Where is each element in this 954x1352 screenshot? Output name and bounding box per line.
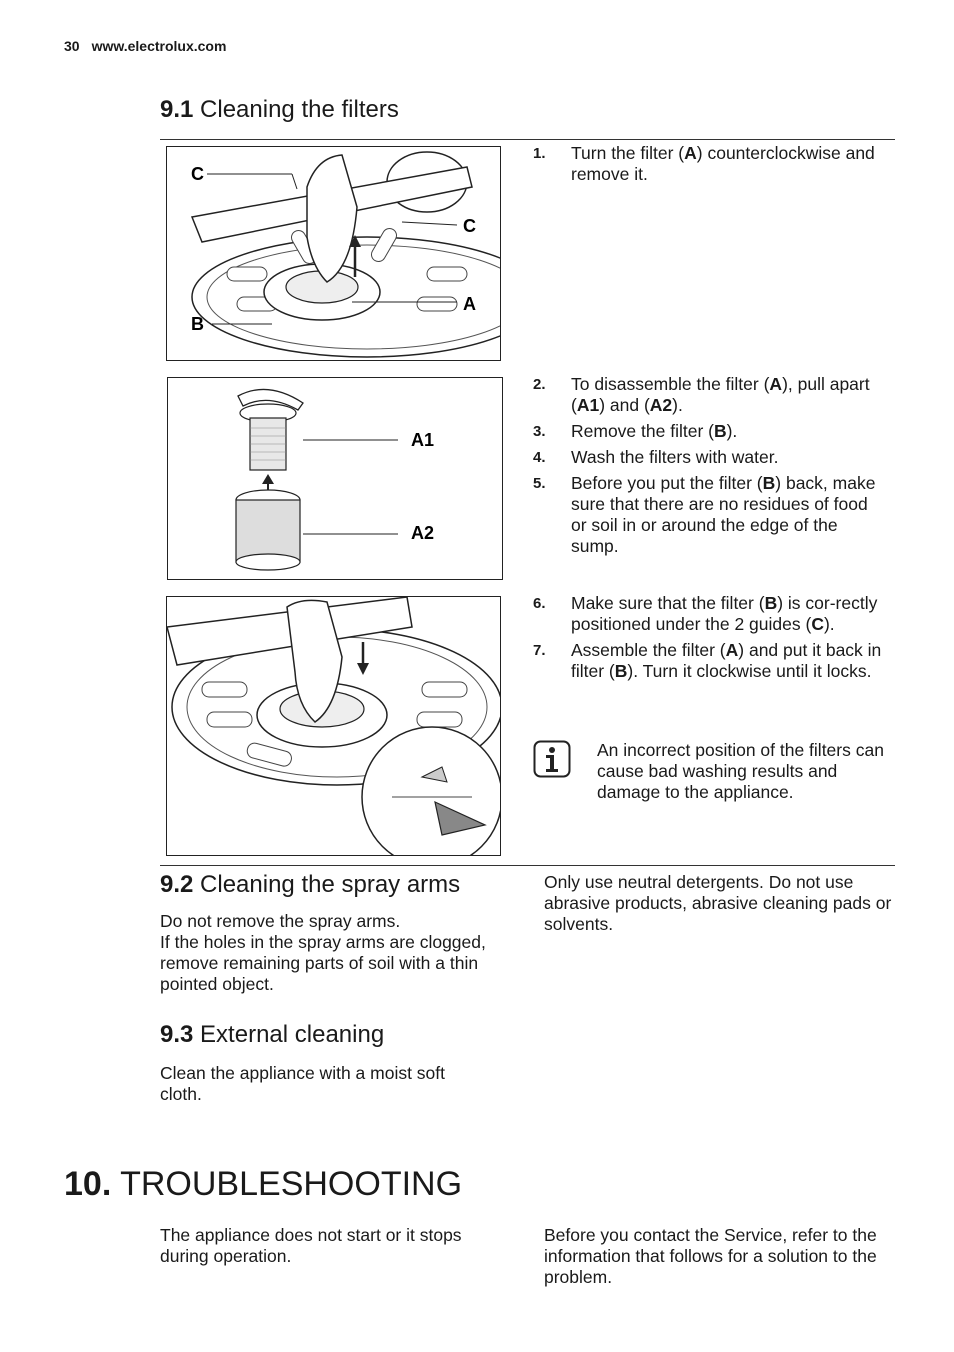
step-number: 2. [533, 376, 546, 393]
filter-removal-illustration [167, 147, 500, 360]
step-text: Remove the filter ( [571, 421, 714, 441]
section-9-3-heading [160, 1021, 384, 1049]
figure-remove-filter [166, 146, 501, 361]
step-text: ). Turn it clockwise until it locks. [627, 661, 872, 681]
label-b: B [191, 314, 204, 334]
step-text: ), pull apart ( [571, 374, 870, 415]
section-title: Cleaning the filters [200, 96, 399, 123]
step-text: ) is cor-rectly positioned under the 2 guides ( [571, 593, 878, 634]
label-c-left: C [191, 164, 204, 184]
step-number: 5. [533, 475, 546, 492]
step-text: ) and put it back in filter ( [571, 640, 882, 681]
step-item [533, 640, 885, 682]
filter-assembly-illustration [167, 597, 500, 855]
step-text: Make sure that the filter ( [571, 593, 765, 613]
chapter-title: TROUBLESHOOTING [120, 1165, 463, 1203]
section-9-2-body [160, 911, 515, 995]
step-ref: A [725, 640, 739, 660]
step-text-a: Turn the filter ( [571, 143, 685, 163]
label-c-right: C [463, 216, 476, 236]
step-text: To disassemble the filter ( [571, 374, 770, 394]
step-ref: A [769, 374, 783, 394]
step-number: 3. [533, 423, 546, 440]
step-ref: B [614, 661, 628, 681]
section-number: 9.2 [160, 871, 194, 898]
step-ref: C [811, 614, 824, 634]
steps-group-2 [533, 374, 885, 562]
section-9-2-heading [160, 871, 460, 899]
label-a2: A2 [411, 523, 435, 543]
step-ref: A [684, 143, 697, 163]
step-item [533, 447, 885, 468]
detergent-note: Only use neutral detergents. Do not use abrasive products, abrasive cleaning pads or solvents. [544, 872, 892, 934]
step-text: ). [726, 421, 738, 441]
chapter-10-heading [64, 1165, 462, 1204]
step-item [533, 421, 885, 442]
section-number: 9.3 [160, 1021, 194, 1048]
step-text: Wash the filters with water. [571, 447, 779, 467]
note-text: An incorrect position of the filters can cause bad washing results and damage to the appliance. [597, 740, 884, 802]
step-text: ). [823, 614, 835, 634]
filter-parts-illustration [168, 378, 502, 579]
label-a: A [463, 294, 476, 314]
step-ref: B [764, 593, 778, 613]
troubleshooting-intro-left: The appliance does not start or it stops during operation. [160, 1225, 462, 1266]
step-item [533, 374, 885, 416]
step-number: 7. [533, 642, 546, 659]
page-number: 30 [64, 38, 80, 54]
figure-disassemble-filter [167, 377, 503, 580]
step-text: ) back, make sure that there are no residues of food or soil in or around the edge of the sump. [571, 473, 876, 556]
label-a1: A1 [411, 430, 435, 450]
steps-group-1 [533, 143, 885, 190]
step-number: 4. [533, 449, 546, 466]
section-title: Cleaning the spray arms [200, 871, 461, 898]
step-text: ) and ( [599, 395, 650, 415]
paragraph: Do not remove the spray arms. [160, 911, 401, 931]
steps-group-3 [533, 593, 885, 687]
step-text: Before you put the filter ( [571, 473, 763, 493]
step-ref: B [713, 421, 727, 441]
step-text: Assemble the filter ( [571, 640, 726, 660]
website-link[interactable]: www.electrolux.com [91, 38, 227, 54]
step-number: 1. [533, 145, 546, 162]
step-ref: A1 [576, 395, 600, 415]
section-number: 9.1 [160, 96, 194, 123]
section-divider [160, 865, 895, 866]
step-item [533, 473, 885, 557]
paragraph: If the holes in the spray arms are clogged, remove remaining parts of soil with a thin pointed object. [160, 932, 486, 994]
info-icon [533, 740, 571, 778]
page-header [64, 38, 226, 54]
step-ref: B [762, 473, 776, 493]
step-item [533, 593, 885, 635]
section-9-3-body: Clean the appliance with a moist soft cloth. [160, 1063, 446, 1104]
section-9-1-heading [160, 96, 399, 124]
step-text-b: ) counterclockwise and remove it. [571, 143, 875, 184]
section-title: External cleaning [200, 1021, 385, 1048]
figure-assemble-filter [166, 596, 501, 856]
chapter-number: 10. [64, 1165, 112, 1203]
section-divider [160, 139, 895, 140]
step-number: 6. [533, 595, 546, 612]
troubleshooting-intro-right: Before you contact the Service, refer to the information that follows for a solution to the problem. [544, 1225, 877, 1287]
step-text: ). [672, 395, 683, 415]
step-item [533, 143, 885, 185]
step-ref: A2 [649, 395, 673, 415]
